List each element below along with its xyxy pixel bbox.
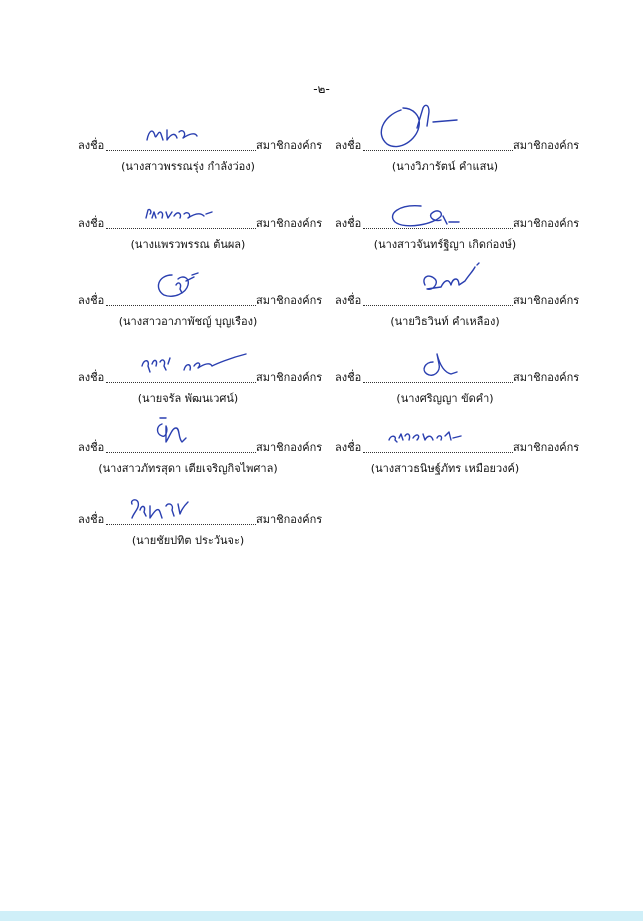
sign-label: ลงชื่อ bbox=[78, 513, 105, 526]
signatory-name: (นายชัยปทิต ประวันจะ) bbox=[131, 534, 245, 547]
signatory-name: (นางสาวภัทรสุดา เตียเจริญกิจไพศาล) bbox=[98, 462, 278, 475]
handwritten-signature bbox=[419, 261, 483, 299]
signature-line bbox=[78, 293, 328, 309]
handwritten-signature bbox=[143, 124, 203, 146]
page-number: -๒- bbox=[313, 82, 330, 96]
signature-block-2 bbox=[335, 138, 585, 198]
role-label: สมาชิกองค์กร bbox=[256, 294, 323, 307]
handwritten-signature bbox=[373, 98, 463, 154]
signature-block-6 bbox=[335, 293, 585, 353]
handwritten-signature bbox=[144, 206, 216, 222]
signatory-name: (นายจรัล พัฒนเวศน์) bbox=[137, 392, 239, 405]
role-label: สมาชิกองค์กร bbox=[256, 139, 323, 152]
handwritten-signature bbox=[128, 496, 192, 522]
role-label: สมาชิกองค์กร bbox=[513, 139, 580, 152]
handwritten-signature bbox=[152, 414, 192, 448]
sign-label: ลงชื่อ bbox=[335, 217, 362, 230]
handwritten-signature bbox=[140, 352, 250, 376]
sign-label: ลงชื่อ bbox=[335, 139, 362, 152]
sign-label: ลงชื่อ bbox=[78, 371, 105, 384]
handwritten-signature bbox=[417, 350, 461, 380]
dotted-line bbox=[363, 450, 513, 453]
signatory-name: (นางวิภารัตน์ คำแสน) bbox=[391, 160, 499, 173]
signatory-name: (นางศริญญา ขัดคำ) bbox=[396, 392, 494, 405]
signatory-name: (นางแพรวพรรณ ต้นผล) bbox=[130, 238, 246, 251]
signature-line bbox=[78, 138, 328, 154]
role-label: สมาชิกองค์กร bbox=[256, 217, 323, 230]
signature-block-3 bbox=[78, 216, 328, 276]
role-label: สมาชิกองค์กร bbox=[513, 371, 580, 384]
sign-label: ลงชื่อ bbox=[335, 371, 362, 384]
sign-label: ลงชื่อ bbox=[335, 294, 362, 307]
handwritten-signature bbox=[385, 428, 465, 446]
sign-label: ลงชื่อ bbox=[78, 441, 105, 454]
signature-block-5 bbox=[78, 293, 328, 353]
signature-block-8 bbox=[335, 370, 585, 430]
sign-label: ลงชื่อ bbox=[78, 217, 105, 230]
dotted-line bbox=[106, 522, 256, 525]
dotted-line bbox=[106, 450, 256, 453]
signature-block-10 bbox=[335, 440, 585, 500]
dotted-line bbox=[106, 303, 256, 306]
role-label: สมาชิกองค์กร bbox=[256, 371, 323, 384]
role-label: สมาชิกองค์กร bbox=[513, 294, 580, 307]
signatory-name: (นางสาวพรรณรุ่ง กำลังว่อง) bbox=[121, 160, 255, 173]
sign-label: ลงชื่อ bbox=[78, 294, 105, 307]
signatory-name: (นางสาวอาภาพัชญ์ บุญเรือง) bbox=[118, 315, 258, 328]
signature-line bbox=[78, 440, 328, 456]
sign-label: ลงชื่อ bbox=[78, 139, 105, 152]
signature-block-9 bbox=[78, 440, 328, 500]
role-label: สมาชิกองค์กร bbox=[513, 217, 580, 230]
dotted-line bbox=[363, 303, 513, 306]
handwritten-signature bbox=[385, 202, 465, 230]
dotted-line bbox=[106, 226, 256, 229]
role-label: สมาชิกองค์กร bbox=[513, 441, 580, 454]
bottom-strip bbox=[0, 911, 643, 921]
dotted-line bbox=[106, 148, 256, 151]
dotted-line bbox=[363, 380, 513, 383]
dotted-line bbox=[106, 380, 256, 383]
role-label: สมาชิกองค์กร bbox=[256, 441, 323, 454]
role-label: สมาชิกองค์กร bbox=[256, 513, 323, 526]
sign-label: ลงชื่อ bbox=[335, 441, 362, 454]
signature-block-7 bbox=[78, 370, 328, 430]
signatory-name: (นางสาวธนิษฐ์ภัทร เหมือยวงค์) bbox=[370, 462, 520, 475]
signatory-name: (นายวิธวินท์ คำเหลือง) bbox=[390, 315, 500, 328]
signatory-name: (นางสาวจันทร์ฐิญา เกิดก่องษ์) bbox=[373, 238, 517, 251]
handwritten-signature bbox=[152, 271, 202, 299]
signature-block-11 bbox=[78, 512, 328, 572]
signature-line bbox=[78, 512, 328, 528]
signature-block-1 bbox=[78, 138, 328, 198]
